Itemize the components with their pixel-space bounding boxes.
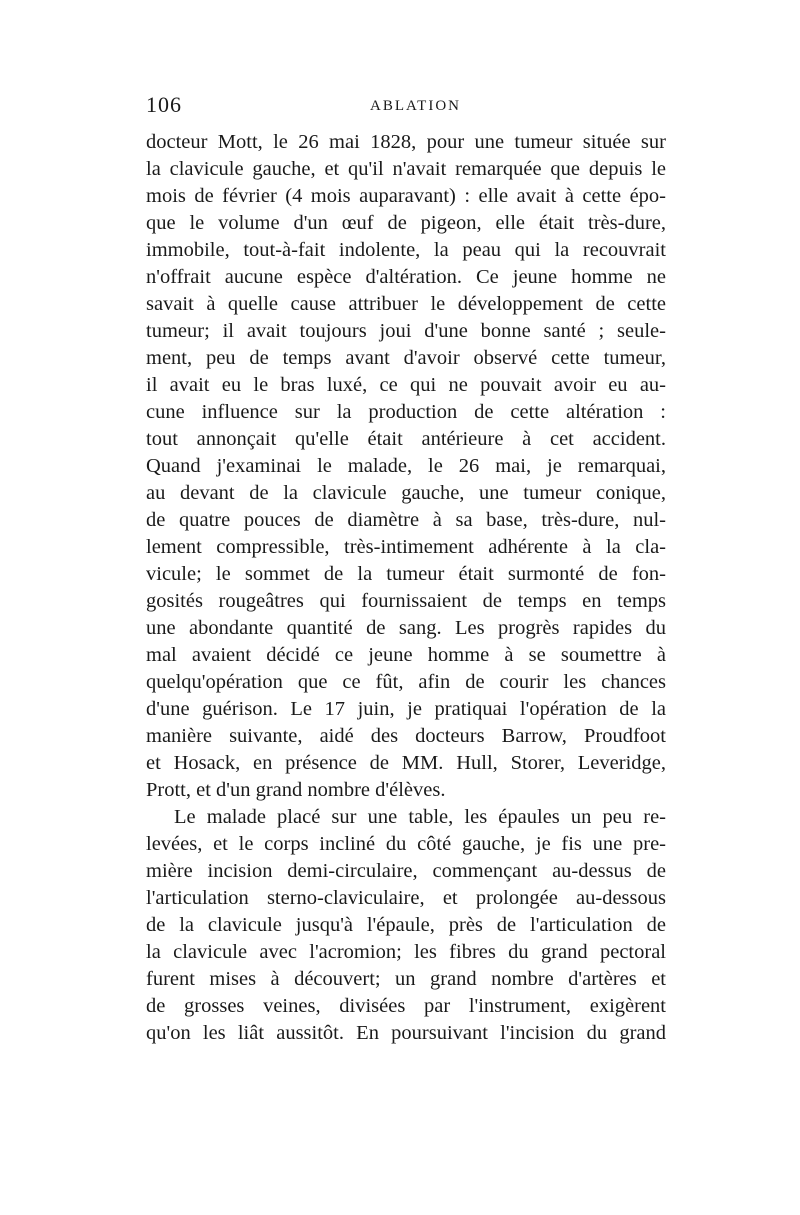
text-line: mois de février (4 mois auparavant) : elle avait à cette épo-: [146, 185, 666, 207]
text-line: savait à quelle cause attribuer le développement de cette: [146, 293, 666, 315]
text-line: la clavicule gauche, et qu'il n'avait remarquée que depuis le: [146, 158, 666, 180]
text-line: d'une guérison. Le 17 juin, je pratiquai l'opération de la: [146, 698, 666, 720]
running-head: ABLATION: [370, 98, 461, 114]
text-line: il avait eu le bras luxé, ce qui ne pouvait avoir eu au-: [146, 374, 666, 396]
text-line-paragraph-start: Le malade placé sur une table, les épaules un peu re-: [174, 806, 666, 828]
text-line: mal avaient décidé ce jeune homme à se soumettre à: [146, 644, 666, 666]
text-line: au devant de la clavicule gauche, une tumeur conique,: [146, 482, 666, 504]
text-line: tout annonçait qu'elle était antérieure à cet accident.: [146, 428, 666, 450]
text-line: tumeur; il avait toujours joui d'une bonne santé ; seule-: [146, 320, 666, 342]
text-line: furent mises à découvert; un grand nombre d'artères et: [146, 968, 666, 990]
text-line: de la clavicule jusqu'à l'épaule, près de l'articulation de: [146, 914, 666, 936]
text-line: de grosses veines, divisées par l'instrument, exigèrent: [146, 995, 666, 1017]
text-line: lement compressible, très-intimement adhérente à la cla-: [146, 536, 666, 558]
text-line: manière suivante, aidé des docteurs Barrow, Proudfoot: [146, 725, 666, 747]
text-line: n'offrait aucune espèce d'altération. Ce jeune homme ne: [146, 266, 666, 288]
text-line: levées, et le corps incliné du côté gauche, je fis une pre-: [146, 833, 666, 855]
text-line: de quatre pouces de diamètre à sa base, très-dure, nul-: [146, 509, 666, 531]
text-line: Quand j'examinai le malade, le 26 mai, je remarquai,: [146, 455, 666, 477]
text-line: que le volume d'un œuf de pigeon, elle était très-dure,: [146, 212, 666, 234]
text-line: et Hosack, en présence de MM. Hull, Storer, Leveridge,: [146, 752, 666, 774]
text-line: qu'on les liât aussitôt. En poursuivant l'incision du grand: [146, 1022, 666, 1044]
text-line: cune influence sur la production de cette altération :: [146, 401, 666, 423]
text-line: quelqu'opération que ce fût, afin de courir les chances: [146, 671, 666, 693]
text-line: gosités rougeâtres qui fournissaient de temps en temps: [146, 590, 666, 612]
body-text: [146, 129, 666, 1047]
page-number: 106: [146, 92, 182, 117]
text-line: vicule; le sommet de la tumeur était surmonté de fon-: [146, 563, 666, 585]
text-line: docteur Mott, le 26 mai 1828, pour une tumeur située sur: [146, 131, 666, 153]
text-line: immobile, tout-à-fait indolente, la peau qui la recouvrait: [146, 239, 666, 261]
text-line: ment, peu de temps avant d'avoir observé cette tumeur,: [146, 347, 666, 369]
page-header: [146, 92, 666, 120]
text-line: une abondante quantité de sang. Les progrès rapides du: [146, 617, 666, 639]
text-line: la clavicule avec l'acromion; les fibres du grand pectoral: [146, 941, 666, 963]
text-line: l'articulation sterno-claviculaire, et prolongée au-dessous: [146, 887, 666, 909]
text-line: mière incision demi-circulaire, commençant au-dessus de: [146, 860, 666, 882]
text-line-paragraph-end: Prott, et d'un grand nombre d'élèves.: [146, 779, 446, 801]
